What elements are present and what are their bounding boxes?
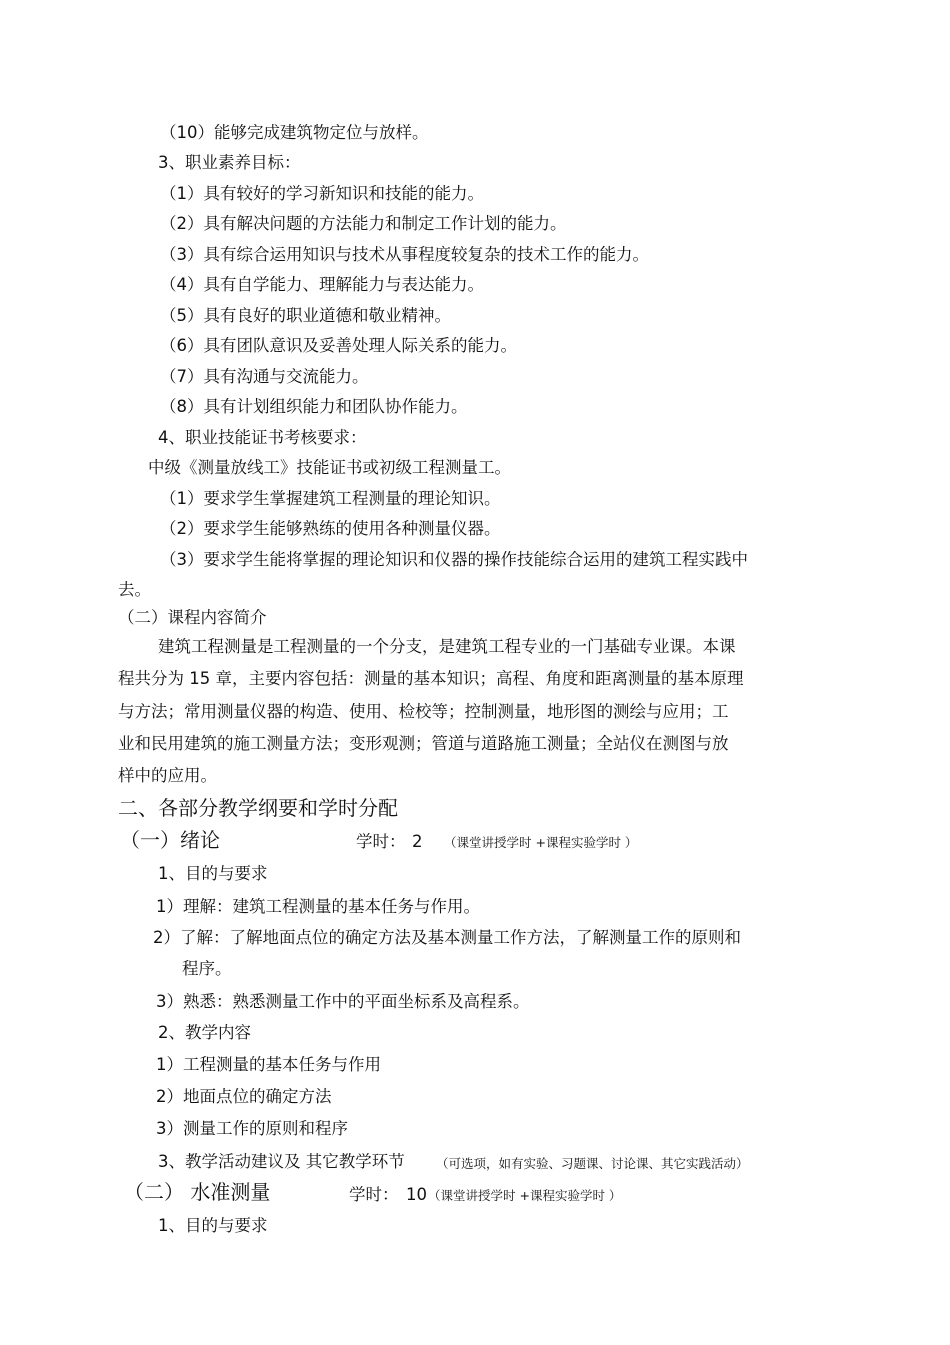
goal-item: （2）具有解决问题的方法能力和制定工作计划的能力。: [160, 214, 567, 233]
chapter-1-content-item: 3）测量工作的原则和程序: [156, 1119, 348, 1138]
certificate-item: （3）要求学生能将掌握的理论知识和仪器的操作技能综合运用的建筑工程实践中: [160, 550, 748, 569]
chapter-2-hours-label: 学时：: [349, 1185, 399, 1204]
section-heading: 二、各部分教学纲要和学时分配: [118, 796, 398, 820]
heading-certificate: 4、职业技能证书考核要求：: [158, 428, 367, 447]
goal-item: （6）具有团队意识及妥善处理人际关系的能力。: [160, 336, 517, 355]
chapter-1-content-heading: 2、教学内容: [158, 1023, 251, 1042]
chapter-1-aim: 1）理解：建筑工程测量的基本任务与作用。: [156, 897, 480, 916]
certificate-item-continuation: 去。: [118, 580, 151, 599]
summary-line: 程共分为 15 章，主要内容包括：测量的基本知识；高程、角度和距离测量的基本原理: [118, 669, 744, 688]
chapter-1-activity-heading: 3、教学活动建议及 其它教学环节: [158, 1152, 405, 1171]
chapter-1-content-item: 2）地面点位的确定方法: [156, 1087, 332, 1106]
goal-item-10: （10）能够完成建筑物定位与放样。: [160, 123, 429, 142]
chapter-1-aims-heading: 1、目的与要求: [158, 864, 268, 883]
chapter-1-aim: 2）了解：了解地面点位的确定方法及基本测量工作方法，了解测量工作的原则和: [153, 928, 741, 947]
chapter-1-hours: 2: [412, 832, 423, 851]
chapter-1-hours-label: 学时：: [356, 832, 406, 851]
goal-item: （8）具有计划组织能力和团队协作能力。: [160, 397, 468, 416]
chapter-1-title: （一）绪论: [120, 828, 220, 852]
chapter-2-hours: 10: [406, 1185, 427, 1204]
chapter-2-hours-note: （课堂讲授学时 +课程实验学时 ）: [428, 1188, 622, 1203]
goal-item: （7）具有沟通与交流能力。: [160, 367, 369, 386]
summary-line: 业和民用建筑的施工测量方法；变形观测；管道与道路施工测量；全站仪在测图与放: [118, 734, 729, 753]
summary-line: 样中的应用。: [118, 766, 217, 785]
summary-line: 与方法；常用测量仪器的构造、使用、检校等；控制测量，地形图的测绘与应用；工: [118, 702, 729, 721]
heading-course-summary: （二）课程内容简介: [118, 608, 267, 627]
summary-line: 建筑工程测量是工程测量的一个分支，是建筑工程专业的一门基础专业课。本课: [158, 637, 736, 656]
chapter-2-aims-heading: 1、目的与要求: [158, 1216, 268, 1235]
chapter-1-activity-note: （可选项，如有实验、习题课、讨论课、其它实践活动）: [436, 1156, 749, 1171]
chapter-2-title: （二） 水准测量: [124, 1180, 271, 1204]
goal-item: （5）具有良好的职业道德和敬业精神。: [160, 306, 451, 325]
certificate-item: （1）要求学生掌握建筑工程测量的理论知识。: [160, 489, 501, 508]
chapter-1-hours-note: （课堂讲授学时 +课程实验学时 ）: [444, 835, 638, 850]
certificate-intro: 中级《测量放线工》技能证书或初级工程测量工。: [148, 458, 511, 477]
chapter-1-aim: 3）熟悉：熟悉测量工作中的平面坐标系及高程系。: [156, 992, 530, 1011]
goal-item: （3）具有综合运用知识与技术从事程度较复杂的技术工作的能力。: [160, 245, 649, 264]
chapter-1-content-item: 1）工程测量的基本任务与作用: [156, 1055, 381, 1074]
goal-item: （4）具有自学能力、理解能力与表达能力。: [160, 275, 484, 294]
heading-professional-quality: 3、职业素养目标：: [158, 153, 301, 172]
certificate-item: （2）要求学生能够熟练的使用各种测量仪器。: [160, 519, 501, 538]
chapter-1-aim-continuation: 程序。: [182, 959, 232, 978]
goal-item: （1）具有较好的学习新知识和技能的能力。: [160, 184, 484, 203]
